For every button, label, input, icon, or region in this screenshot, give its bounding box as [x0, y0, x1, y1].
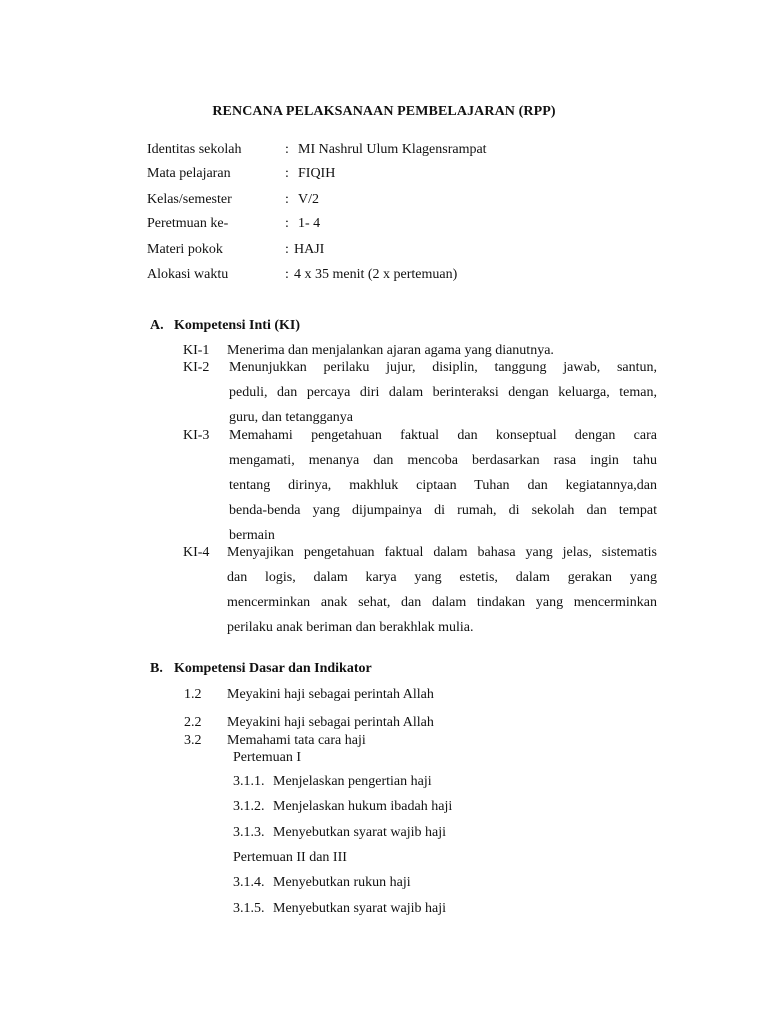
meeting-heading: Pertemuan I [233, 750, 302, 765]
identity-value-meeting: 1- 4 [298, 216, 321, 231]
kd-number: 2.2 [184, 715, 202, 730]
ki-line: benda-benda yang dijumpainya di rumah, di sekolah dan tempat [229, 503, 657, 518]
indicator-text: Menjelaskan pengertian haji [273, 774, 432, 789]
indicator-number: 3.1.3. [233, 825, 265, 840]
indicator-text: Menjelaskan hukum ibadah haji [273, 799, 453, 814]
identity-label-class: Kelas/semester [147, 192, 232, 207]
ki-code: KI-4 [183, 545, 210, 560]
indicator-text: Menyebutkan syarat wajib haji [273, 825, 447, 840]
identity-colon: : [285, 267, 289, 282]
ki-line: guru, dan tetangganya [229, 410, 354, 425]
section-b-letter: B. [150, 661, 163, 676]
kd-number: 1.2 [184, 687, 202, 702]
kd-number: 3.2 [184, 733, 202, 748]
document-title: RENCANA PELAKSANAAN PEMBELAJARAN (RPP) [212, 104, 556, 119]
identity-colon: : [285, 142, 289, 157]
ki-code: KI-2 [183, 360, 210, 375]
indicator-number: 3.1.2. [233, 799, 265, 814]
identity-colon: : [285, 192, 289, 207]
ki-line: Menerima dan menjalankan ajaran agama yang dianutnya. [227, 343, 554, 358]
section-a-heading: Kompetensi Inti (KI) [174, 318, 300, 333]
identity-value-class: V/2 [298, 192, 319, 207]
identity-colon: : [285, 216, 289, 231]
identity-value-time: 4 x 35 menit (2 x pertemuan) [294, 267, 458, 282]
ki-line: Menyajikan pengetahuan faktual dalam bahasa yang jelas, sistematis [227, 545, 657, 560]
identity-label-subject: Mata pelajaran [147, 166, 231, 181]
indicator-number: 3.1.1. [233, 774, 265, 789]
identity-value-topic: HAJI [294, 242, 325, 257]
ki-line: mengamati, menanya dan mencoba berdasarkan rasa ingin tahu [229, 453, 657, 468]
identity-colon: : [285, 242, 289, 257]
ki-line: dan logis, dalam karya yang estetis, dalam gerakan yang [227, 570, 657, 585]
section-b-heading: Kompetensi Dasar dan Indikator [174, 661, 372, 676]
identity-label-school: Identitas sekolah [147, 142, 242, 157]
ki-code: KI-3 [183, 428, 210, 443]
ki-line: tentang dirinya, makhluk ciptaan Tuhan dan kegiatannya,dan [229, 478, 657, 493]
kd-text: Meyakini haji sebagai perintah Allah [227, 687, 434, 702]
identity-label-topic: Materi pokok [147, 242, 223, 257]
section-a-letter: A. [150, 318, 164, 333]
identity-label-time: Alokasi waktu [147, 267, 229, 282]
indicator-text: Menyebutkan rukun haji [273, 875, 411, 890]
ki-line: perilaku anak beriman dan berakhlak mulia. [227, 620, 474, 635]
indicator-number: 3.1.4. [233, 875, 265, 890]
kd-text: Meyakini haji sebagai perintah Allah [227, 715, 434, 730]
meeting-heading: Pertemuan II dan III [233, 850, 347, 865]
identity-colon: : [285, 166, 289, 181]
identity-value-subject: FIQIH [298, 166, 336, 181]
indicator-text: Menyebutkan syarat wajib haji [273, 901, 447, 916]
ki-line: bermain [229, 528, 275, 543]
ki-line: mencerminkan anak sehat, dan dalam tindakan yang mencerminkan [227, 595, 657, 610]
ki-code: KI-1 [183, 343, 210, 358]
kd-text: Memahami tata cara haji [227, 733, 366, 748]
ki-line: Memahami pengetahuan faktual dan konseptual dengan cara [229, 428, 657, 443]
identity-label-meeting: Peretmuan ke- [147, 216, 229, 231]
identity-value-school: MI Nashrul Ulum Klagensrampat [298, 142, 487, 157]
indicator-number: 3.1.5. [233, 901, 265, 916]
ki-line: peduli, dan percaya diri dalam berinteraksi dengan keluarga, teman, [229, 385, 657, 400]
ki-line: Menunjukkan perilaku jujur, disiplin, tanggung jawab, santun, [229, 360, 657, 375]
